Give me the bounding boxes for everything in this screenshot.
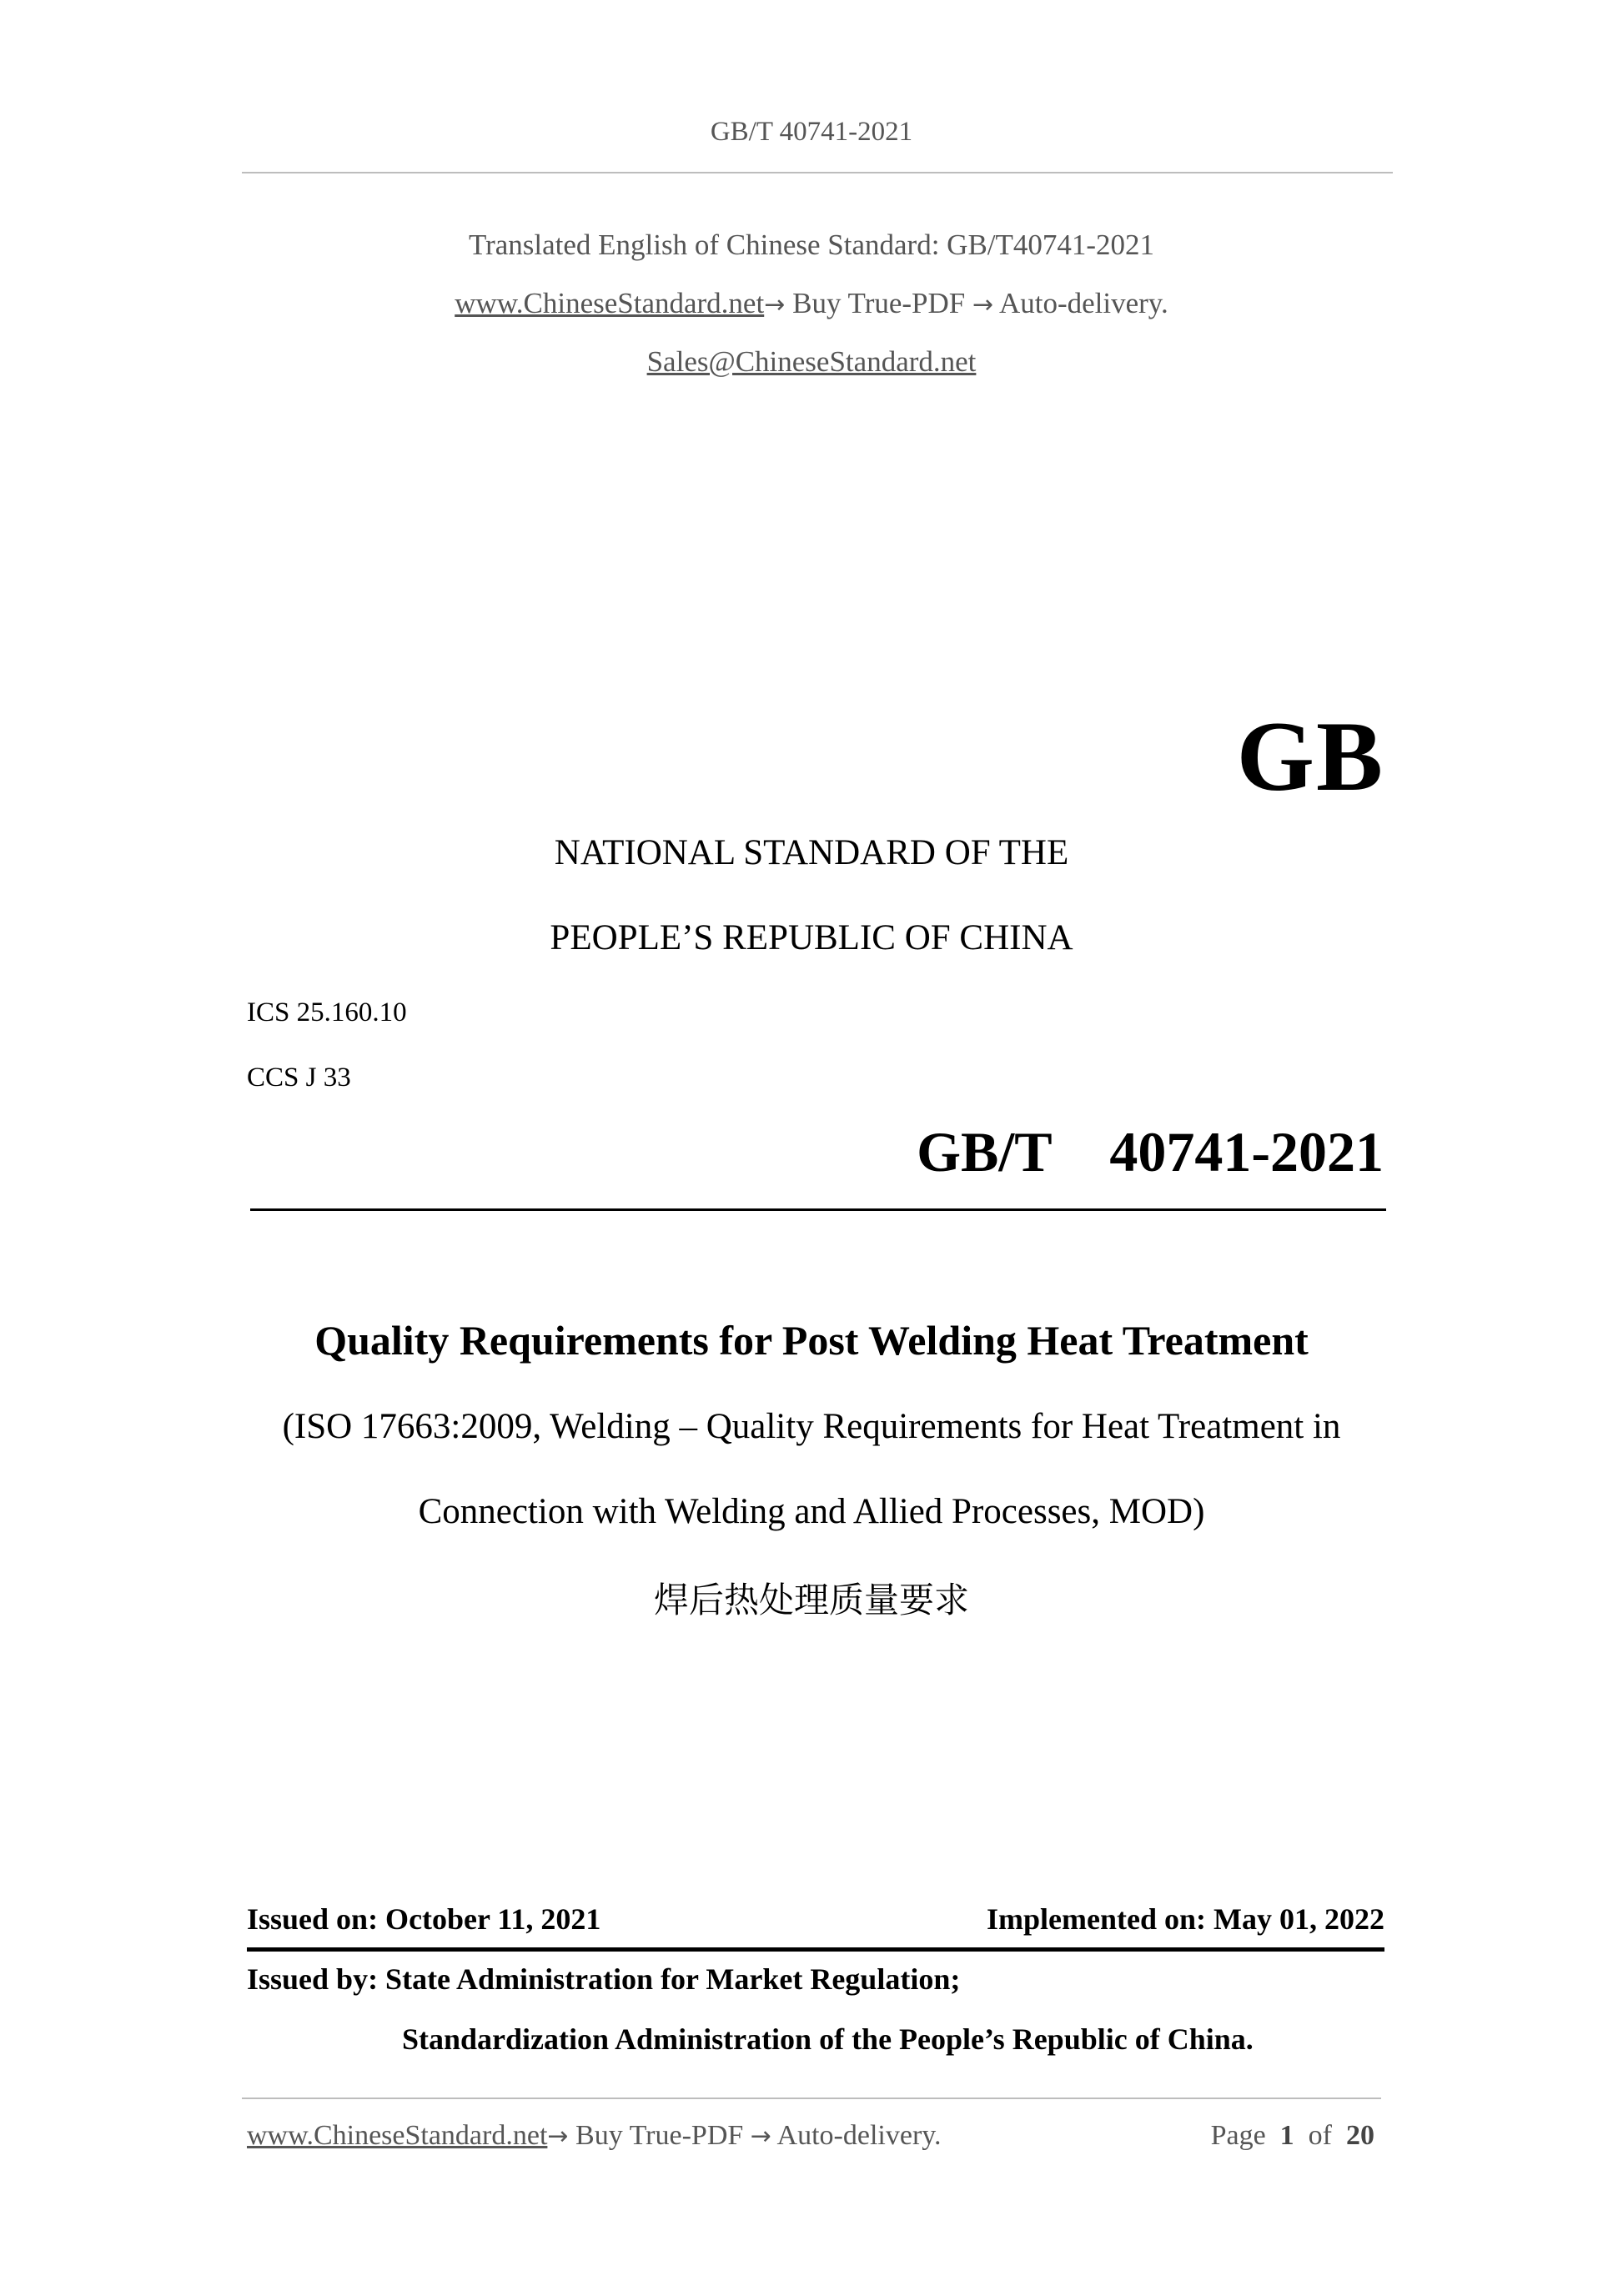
national-standard-line-1: NATIONAL STANDARD OF THE (554, 833, 1069, 872)
arrow-right-icon: → (972, 290, 994, 319)
delivery-text: Auto-delivery. (993, 287, 1168, 319)
implemented-on: Implemented on: May 01, 2022 (987, 1902, 1384, 1936)
email-link[interactable]: Sales@ChineseStandard.net (646, 345, 977, 378)
footer-buy-text: Buy True-PDF (568, 2120, 751, 2151)
iso-reference-line-2: Connection with Welding and Allied Processes, MOD) (418, 1492, 1205, 1531)
footer-divider (242, 2098, 1381, 2099)
email-line (0, 345, 1623, 379)
iso-reference-line-1: (ISO 17663:2009, Welding – Quality Requirements for Heat Treatment in (282, 1407, 1341, 1446)
page-current: 1 (1279, 2120, 1294, 2151)
issued-by: Issued by: State Administration for Market Regulation; (247, 1962, 961, 1996)
standard-number-divider (250, 1208, 1386, 1211)
footer-site-link[interactable]: www.ChineseStandard.net (247, 2120, 548, 2151)
header-standard-code: GB/T 40741-2021 (710, 117, 913, 147)
gb-logo: GB (1236, 701, 1384, 811)
arrow-right-icon: → (764, 290, 786, 319)
buy-text: Buy True-PDF (785, 287, 973, 319)
header-divider (242, 172, 1393, 173)
promo-line (0, 287, 1623, 320)
document-title: Quality Requirements for Post Welding Heat Treatment (314, 1317, 1309, 1364)
site-link[interactable]: www.ChineseStandard.net (455, 287, 765, 319)
footer-promo (247, 2120, 942, 2152)
ics-code: ICS 25.160.10 (247, 997, 407, 1027)
page-indicator (1211, 2120, 1374, 2152)
arrow-right-icon: → (750, 2122, 771, 2151)
issued-by-continuation: Standardization Administration of the People’s Republic of China. (402, 2022, 1254, 2056)
page-label: Page (1210, 2120, 1266, 2151)
page-of: of (1308, 2120, 1332, 2151)
national-standard-line-2: PEOPLE’S REPUBLIC OF CHINA (550, 918, 1073, 957)
standard-number: GB/T 40741-2021 (917, 1120, 1384, 1183)
page-total: 20 (1346, 2120, 1374, 2151)
arrow-right-icon: → (547, 2122, 569, 2151)
issue-divider (247, 1947, 1384, 1952)
chinese-title: 焊后热处理质量要求 (653, 1580, 969, 1620)
issued-on: Issued on: October 11, 2021 (247, 1902, 601, 1936)
translation-notice: Translated English of Chinese Standard: GB/T40741-2021 (468, 229, 1155, 261)
ccs-code: CCS J 33 (247, 1063, 351, 1093)
footer-delivery-text: Auto-delivery. (771, 2120, 942, 2151)
